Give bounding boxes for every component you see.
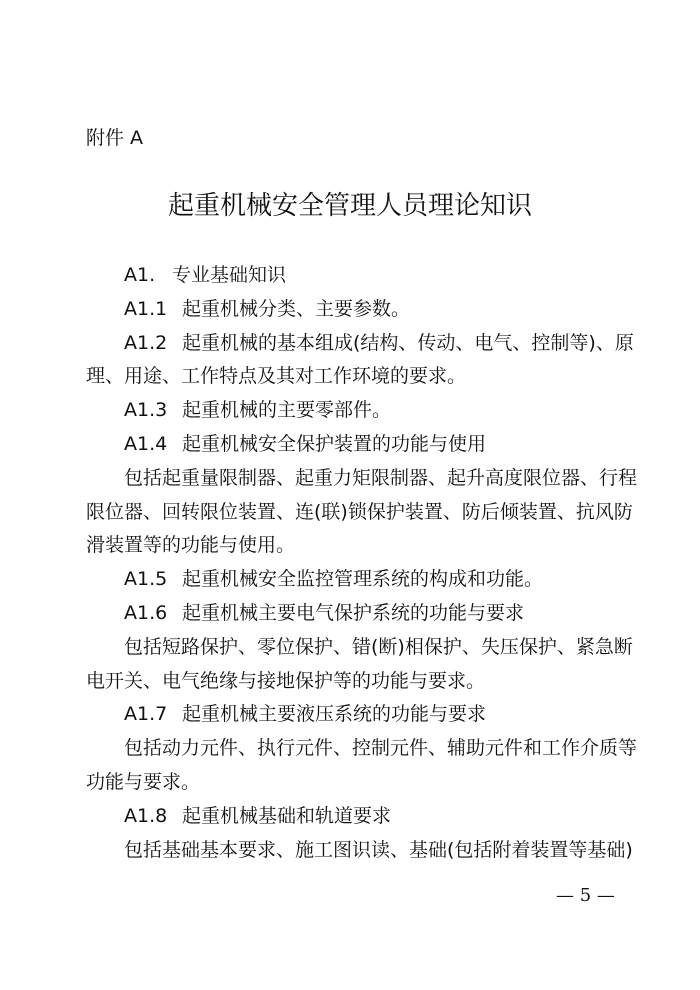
document-title: 起重机械安全管理人员理论知识 bbox=[167, 191, 532, 221]
section-number: A1. bbox=[124, 264, 156, 286]
section-number: A1.8 bbox=[124, 804, 168, 827]
section-heading: 专业基础知识 bbox=[172, 264, 287, 286]
section-a1-2-continued: 理、用途、工作特点及其对工作环境的要求。 bbox=[86, 365, 467, 388]
section-number: A1.6 bbox=[124, 601, 168, 624]
section-text: 起重机械的基本组成(结构、传动、电气、控制等)、原 bbox=[182, 331, 634, 354]
paragraph-line: 包括短路保护、零位保护、错(断)相保护、失压保护、紧急断 bbox=[124, 635, 633, 658]
section-a1-3 bbox=[86, 394, 616, 428]
section-number: A1.7 bbox=[124, 703, 168, 726]
paragraph-line: 电开关、电气绝缘与接地保护等的功能与要求。 bbox=[86, 669, 486, 692]
section-number: A1.3 bbox=[124, 399, 168, 422]
section-a1-7 bbox=[86, 698, 616, 732]
section-a1-4 bbox=[86, 428, 616, 462]
paragraph-line: 滑装置等的功能与使用。 bbox=[86, 534, 296, 557]
paragraph-line: 包括动力元件、执行元件、控制元件、辅助元件和工作介质等 bbox=[124, 737, 638, 760]
section-text: 起重机械安全监控管理系统的构成和功能。 bbox=[182, 568, 544, 591]
section-text: 起重机械主要液压系统的功能与要求 bbox=[182, 703, 487, 726]
section-number: A1.1 bbox=[124, 297, 168, 320]
section-text: 起重机械分类、主要参数。 bbox=[182, 297, 411, 320]
paragraph-line: 限位器、回转限位装置、连(联)锁保护装置、防后倾装置、抗风防 bbox=[86, 500, 633, 523]
page-number: — 5 — bbox=[556, 885, 615, 906]
section-a1-8 bbox=[86, 800, 616, 834]
section-text: 起重机械的主要零部件。 bbox=[182, 399, 392, 422]
section-a1-1 bbox=[86, 293, 616, 327]
section-a1 bbox=[86, 259, 616, 293]
paragraph-line: 包括起重量限制器、起重力矩限制器、起升高度限位器、行程 bbox=[124, 466, 638, 489]
section-a1-5 bbox=[86, 563, 616, 597]
section-text: 起重机械安全保护装置的功能与使用 bbox=[182, 432, 487, 455]
paragraph-line: 功能与要求。 bbox=[86, 770, 201, 793]
section-number: A1.5 bbox=[124, 568, 168, 591]
document-body bbox=[86, 259, 638, 867]
section-a1-2 bbox=[86, 327, 634, 361]
section-text: 起重机械主要电气保护系统的功能与要求 bbox=[182, 601, 525, 624]
section-text: 起重机械基础和轨道要求 bbox=[182, 804, 392, 827]
paragraph-line: 包括基础基本要求、施工图识读、基础(包括附着装置等基础) bbox=[124, 838, 633, 861]
annex-label: 附件 A bbox=[86, 127, 144, 149]
section-number: A1.4 bbox=[124, 432, 168, 455]
section-a1-6 bbox=[86, 597, 616, 631]
section-number: A1.2 bbox=[124, 331, 168, 354]
